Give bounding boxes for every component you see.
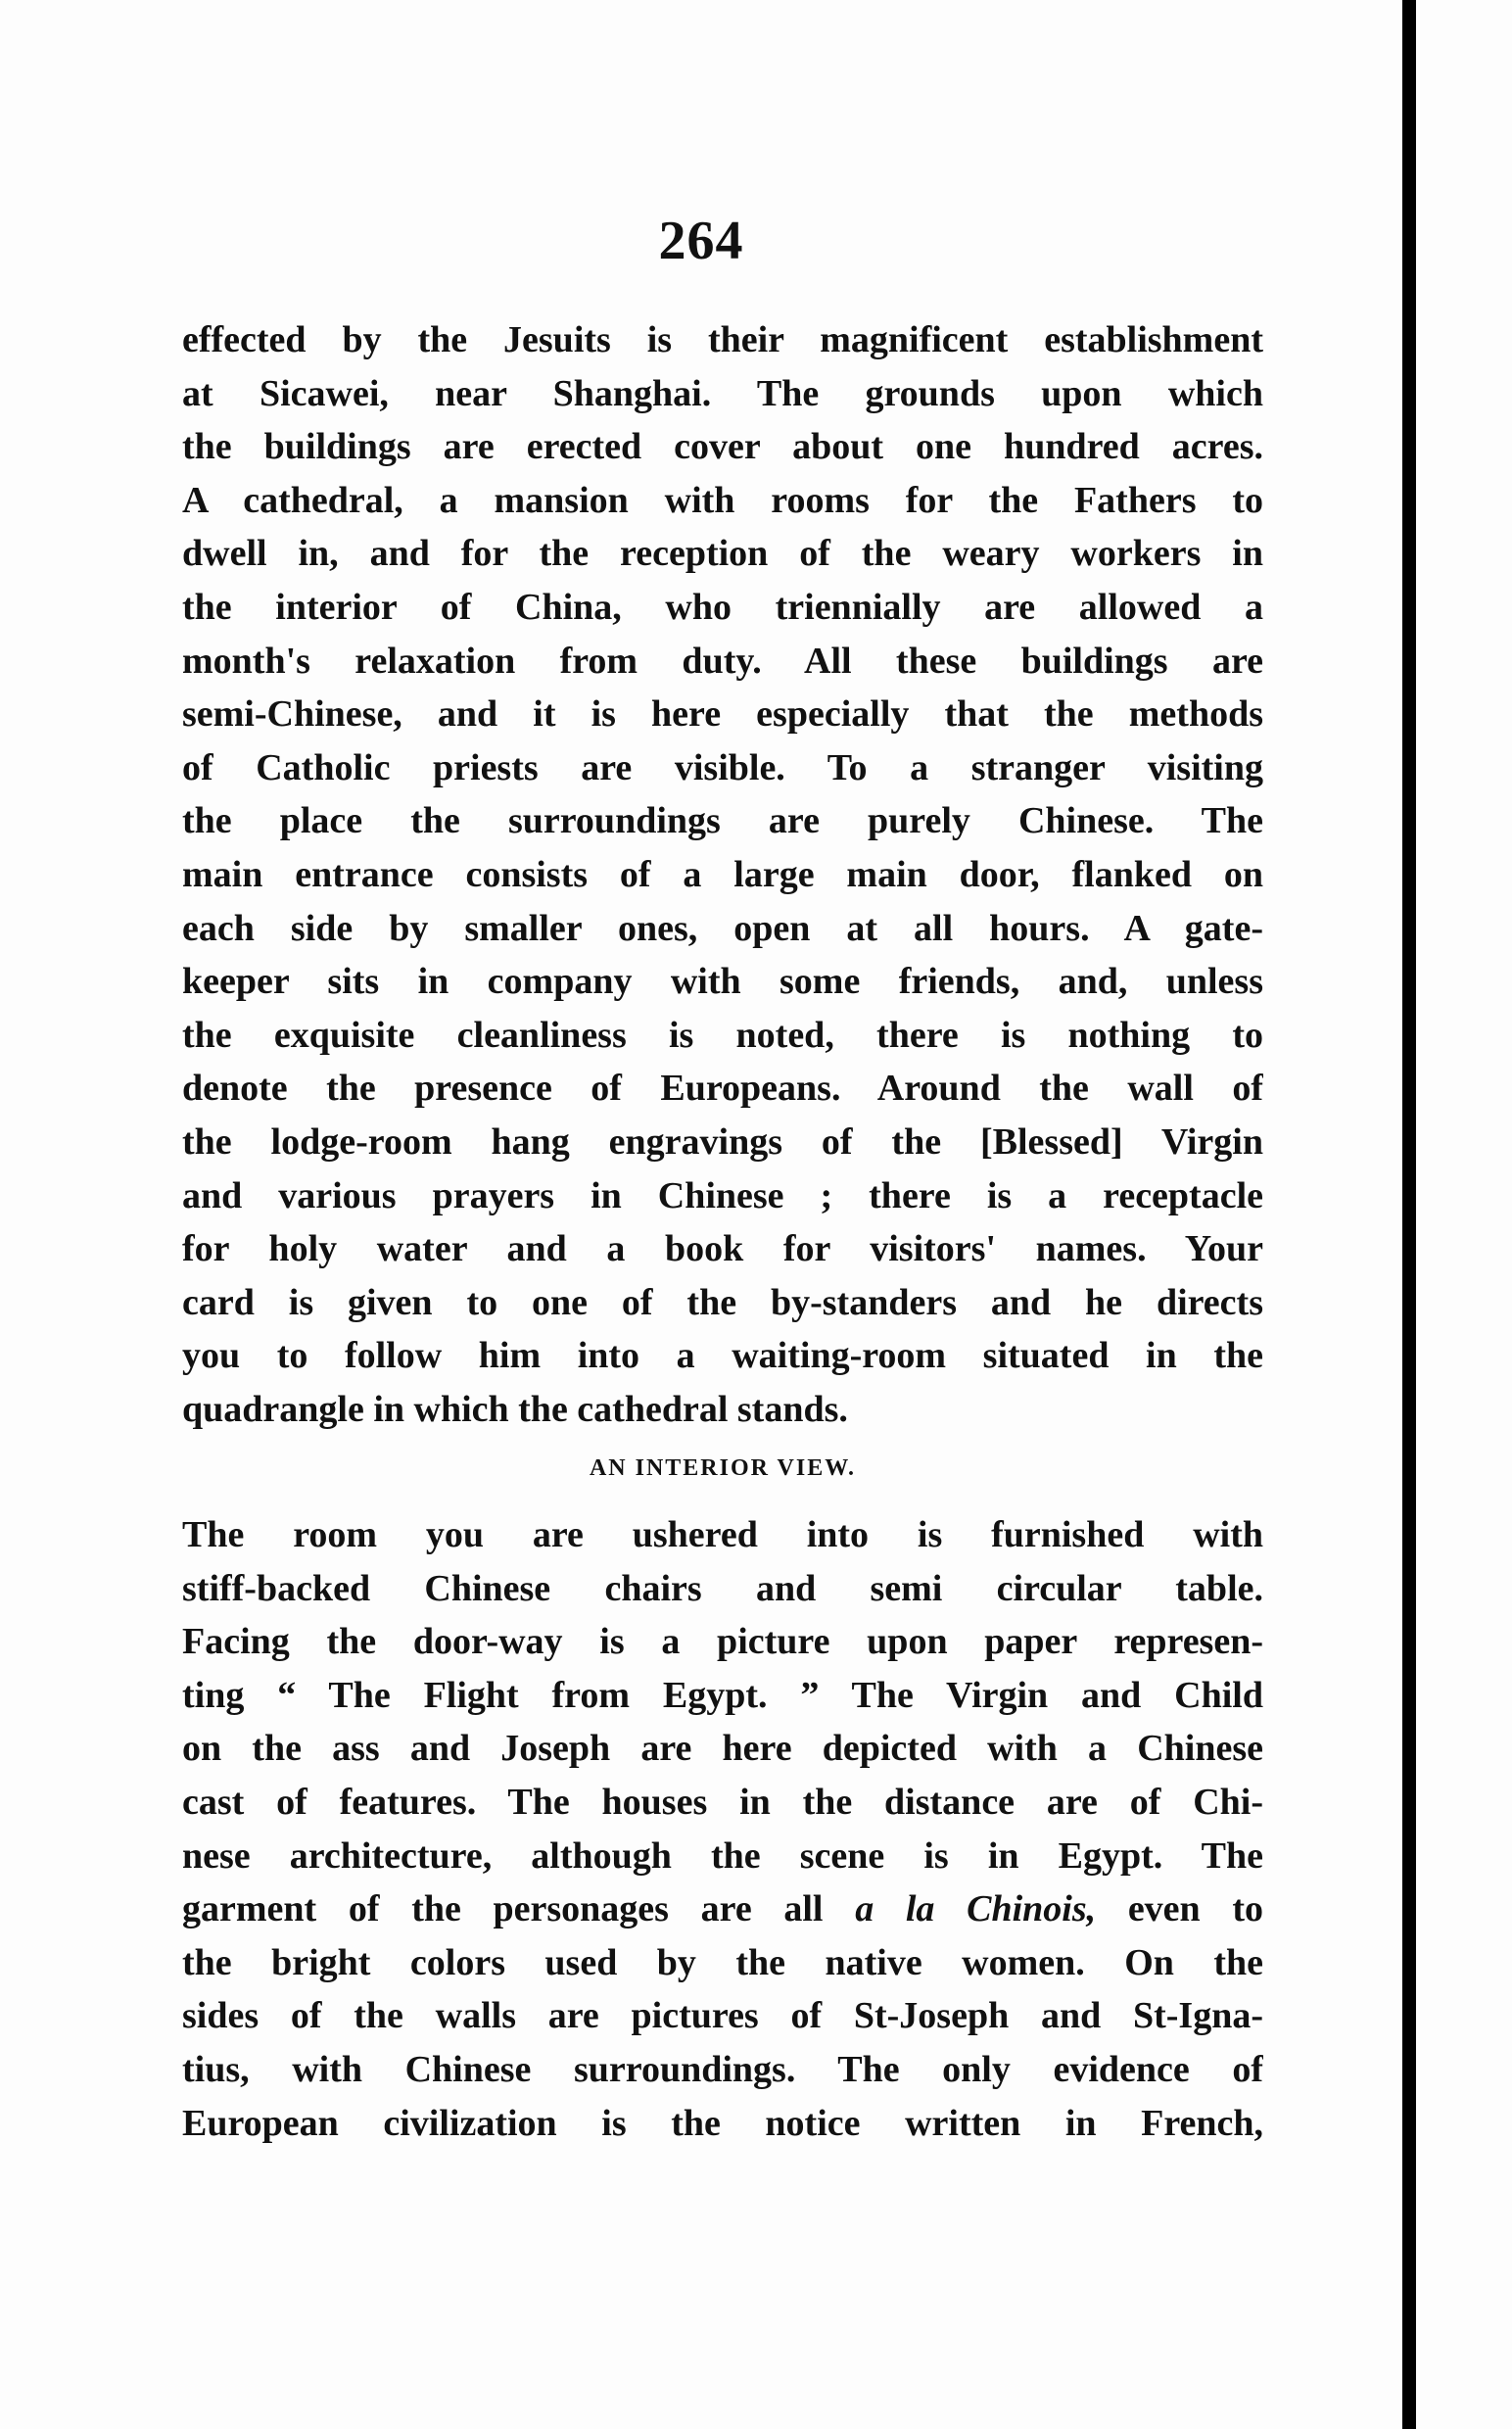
page-number: 264 [658,211,744,271]
text-line: tius, with Chinese surroundings. The only evidence of [182,2048,1263,2090]
text-line: stiff-backed Chinese chairs and semi circular table. [182,1567,1263,1609]
adjacent-page-edge [1402,0,1512,2429]
text-line: sides of the walls are pictures of St-Joseph and St-Igna- [182,1995,1263,2037]
text-line: A cathedral, a mansion with rooms for the Fathers to [182,479,1263,521]
body-text-block-2 [182,1508,1263,2150]
text-line: you to follow him into a waiting-room situated in the [182,1335,1263,1377]
text-line: main entrance consists of a large main door, flanked on [182,853,1263,895]
text-segment: garment of the personages are all [182,1888,824,1930]
text-line: month's relaxation from duty. All these buildings are [182,640,1263,682]
text-line: for holy water and a book for visitors' names. Your [182,1228,1263,1270]
text-line-mixed [182,1882,1263,1936]
text-line: card is given to one of the by-standers and he directs [182,1281,1263,1323]
italic-phrase: a la Chinois, [855,1888,1097,1930]
text-line: The room you are ushered into is furnished with [182,1514,1263,1555]
text-line: the exquisite cleanliness is noted, there is nothing to [182,1014,1263,1056]
text-line: the place the surroundings are purely Chinese. The [182,800,1263,842]
text-line: at Sicawei, near Shanghai. The grounds upon which [182,372,1263,414]
text-line: on the ass and Joseph are here depicted with a Chinese [182,1728,1263,1770]
page-gutter-shadow [1402,0,1416,2429]
text-line: dwell in, and for the reception of the weary workers in [182,533,1263,575]
text-line: cast of features. The houses in the distance are of Chi- [182,1781,1263,1823]
text-line: each side by smaller ones, open at all hours. A gate- [182,907,1263,949]
text-line: and various prayers in Chinese ; there is a receptacle [182,1174,1263,1216]
text-line: nese architecture, although the scene is in Egypt. The [182,1834,1263,1877]
text-line: the interior of China, who triennially are allowed a [182,586,1263,628]
text-line: of Catholic priests are visible. To a stranger visiting [182,746,1263,788]
text-line: the bright colors used by the native women. On the [182,1941,1263,1983]
text-line: denote the presence of Europeans. Around the wall of [182,1068,1263,1110]
text-line: European civilization is the notice written in French, [182,2102,1263,2144]
text-line: keeper sits in company with some friends, and, unless [182,961,1263,1003]
section-heading: AN INTERIOR VIEW. [589,1455,857,1481]
text-line: quadrangle in which the cathedral stands. [182,1388,848,1430]
text-line: effected by the Jesuits is their magnificent establishment [182,319,1263,360]
text-line: Facing the door-way is a picture upon paper represen- [182,1621,1263,1663]
text-line: ting “ The Flight from Egypt. ” The Virgin and Child [182,1674,1263,1716]
body-text-block-1 [182,313,1263,1436]
text-line: the lodge-room hang engravings of the [Blessed] Virgin [182,1120,1263,1163]
text-line: semi-Chinese, and it is here especially that the methods [182,693,1263,736]
text-segment: even to [1127,1888,1263,1930]
text-line: the buildings are erected cover about one hundred acres. [182,426,1263,468]
